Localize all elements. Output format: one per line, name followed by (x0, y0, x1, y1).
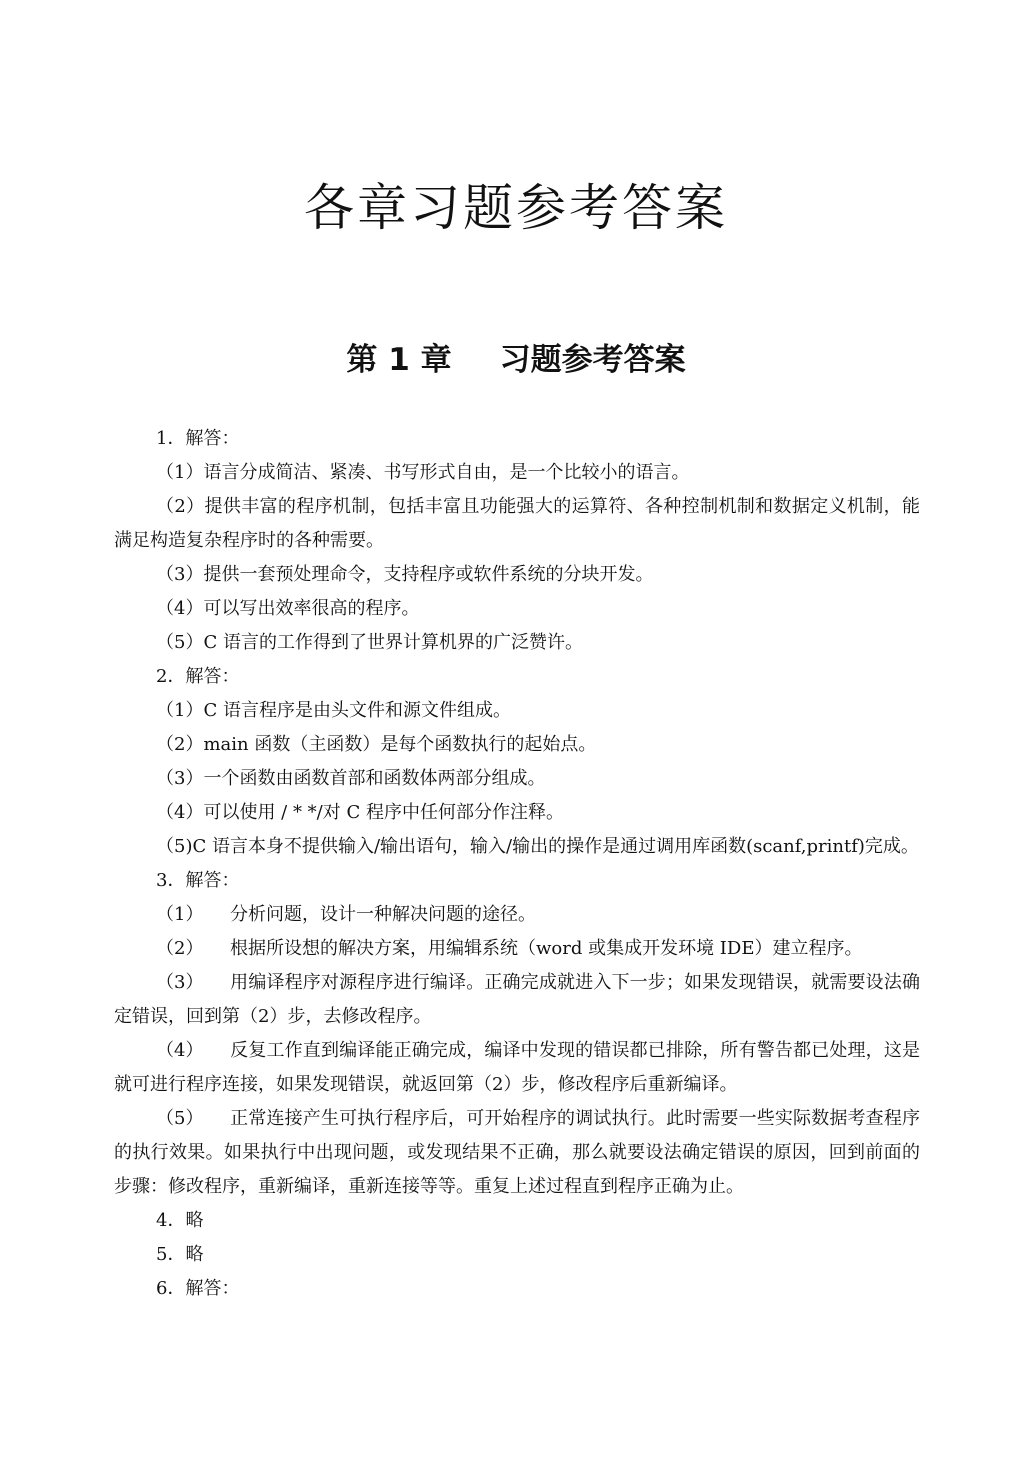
paragraph: （2）main 函数（主函数）是每个函数执行的起始点。 (156, 734, 597, 755)
step-text: 反复工作直到编译能正确完成，编译中发现的错误都已排除，所有警告都已处理，这是就可进行程序连接，如果发现错误，就返回第（2）步，修改程序后重新编译。 (114, 1040, 920, 1095)
paragraph: （5）C 语言的工作得到了世界计算机界的广泛赞许。 (156, 632, 583, 653)
step-item (114, 1034, 920, 1102)
step-item (114, 966, 920, 1034)
paragraph: 6．解答： (156, 1278, 240, 1299)
paragraph: （1）C 语言程序是由头文件和源文件组成。 (156, 700, 511, 721)
step-item (114, 932, 920, 966)
paragraph: 4．略 (156, 1210, 204, 1231)
step-number: （4） (156, 1040, 204, 1061)
paragraph: （3）提供一套预处理命令，支持程序或软件系统的分块开发。 (156, 564, 654, 585)
paragraph: （1）语言分成简洁、紧凑、书写形式自由，是一个比较小的语言。 (156, 462, 690, 483)
paragraph: （2）提供丰富的程序机制，包括丰富且功能强大的运算符、各种控制机制和数据定义机制，能满足构造复杂程序时的各种需要。 (114, 496, 920, 551)
paragraph: （4）可以写出效率很高的程序。 (156, 598, 420, 619)
paragraph: 5．略 (156, 1244, 204, 1265)
step-number: （1） (156, 904, 204, 925)
paragraph: （5)C 语言本身不提供输入/输出语句，输入/输出的操作是通过调用库函数(scanf,printf)完成。 (156, 836, 919, 857)
paragraph: 1．解答： (156, 428, 240, 449)
step-text: 正常连接产生可执行程序后，可开始程序的调试执行。此时需要一些实际数据考查程序的执行效果。如果执行中出现问题，或发现结果不正确，那么就要设法确定错误的原因，回到前面的步骤：修改程序，重新编译，重新连接等等。重复上述过程直到程序正确为止。 (114, 1108, 920, 1197)
paragraph: 3．解答： (156, 870, 240, 891)
paragraph: （3）一个函数由函数首部和函数体两部分组成。 (156, 768, 546, 789)
step-text: 用编译程序对源程序进行编译。正确完成就进入下一步；如果发现错误，就需要设法确定错误，回到第（2）步，去修改程序。 (114, 972, 920, 1027)
step-text: 根据所设想的解决方案，用编辑系统（word 或集成开发环境 IDE）建立程序。 (230, 938, 863, 959)
step-item (114, 1102, 920, 1204)
step-number: （3） (156, 972, 204, 993)
page-title: 各章习题参考答案 (304, 179, 728, 237)
step-text: 分析问题，设计一种解决问题的途径。 (230, 904, 536, 925)
chapter-name: 习题参考答案 (499, 342, 686, 378)
step-number: （5） (156, 1108, 204, 1129)
paragraph: 2．解答： (156, 666, 240, 687)
chapter-number: 第 1 章 (346, 342, 452, 378)
step-number: （2） (156, 938, 204, 959)
paragraph: （4）可以使用 / * */对 C 程序中任何部分作注释。 (156, 802, 564, 823)
document-body (114, 422, 920, 1306)
chapter-heading (0, 334, 1032, 379)
step-item (114, 898, 920, 932)
